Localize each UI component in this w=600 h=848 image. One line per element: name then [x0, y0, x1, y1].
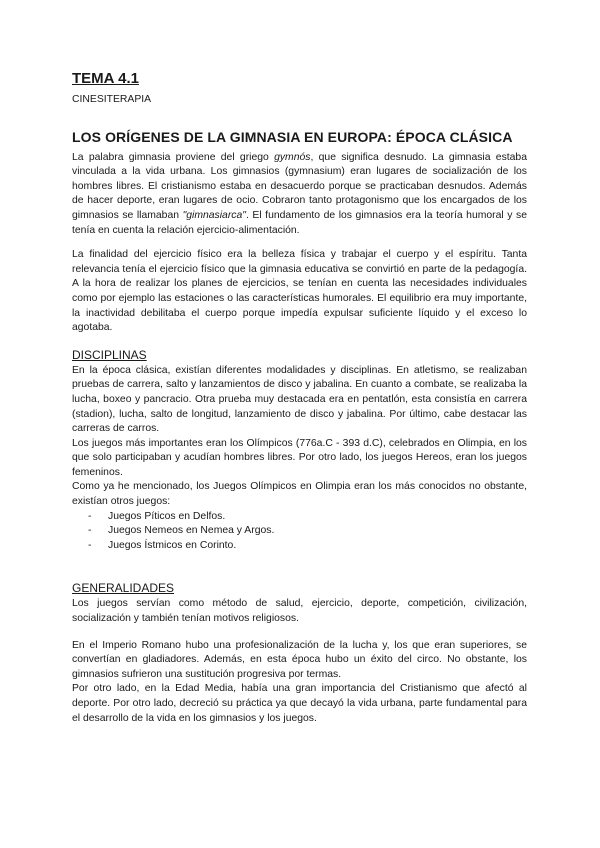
- intro-p1-text-c: . El fundamento de los gimnasios era la teoría humoral y se tenía en cuenta la relación ejercicio-alimentación.: [72, 209, 527, 236]
- intro-paragraph-1: [72, 151, 527, 239]
- intro-p1-text-b: , que significa desnudo. La gimnasia estaba vinculada a la vida urbana. Los gimnasios (gymnasium) eran lugares de socialización de los hombres libres. El cristianismo estaba en desacuerdo porque se practicaban desnudos. Además de hacer deporte, eran lugares de ocio. Cobraron tanto protagonismo que los encargados de los gimnasios se llamaban: [72, 151, 527, 221]
- intro-p1-italic-gimnasiarca: "gimnasiarca": [182, 209, 246, 221]
- document-title: TEMA 4.1: [72, 70, 139, 87]
- list-item: - Juegos Nemeos en Nemea y Argos.: [88, 524, 527, 539]
- intro-p1-italic-gymnos: gymnós: [274, 151, 311, 163]
- disciplinas-paragraph-1: En la época clásica, existían diferentes modalidades y disciplinas. En atletismo, se realizaban pruebas de carrera, salto y lanzamientos de disco y jabalina. En cuanto a combate, se realizaba la lucha, boxeo y pancracio. Otra prueba muy destacada era en pentatlón, esta consistía en carrera (stadion), lucha, salto de longitud, lanzamiento de disco y jabalina. Por último, cabe destacar las carreras de carros.: [72, 364, 527, 435]
- list-item: - Juegos Ístmicos en Corinto.: [88, 539, 527, 554]
- intro-p1-text-a: La palabra gimnasia proviene del griego: [72, 151, 275, 163]
- list-item: - Juegos Píticos en Delfos.: [88, 510, 527, 525]
- juegos-list: [72, 510, 527, 554]
- main-heading: LOS ORÍGENES DE LA GIMNASIA EN EUROPA: ÉPOCA CLÁSICA: [72, 128, 513, 145]
- generalidades-paragraph-1: Los juegos servían como método de salud, ejercicio, deporte, competición, civilización, socialización y también tenían motivos religiosos.: [72, 598, 527, 625]
- generalidades-paragraph-2: En el Imperio Romano hubo una profesionalización de la lucha y, los que eran superiores, se convertían en gladiadores. Además, en esta época hubo un éxito del circo. No obstante, los gimnasios sufrieron una sustitución progresiva por termas.: [72, 639, 527, 680]
- document-subtitle: CINESITERAPIA: [72, 94, 152, 105]
- document-page: [72, 70, 527, 726]
- section-heading-generalidades: GENERALIDADES: [72, 581, 175, 596]
- section-heading-disciplinas: DISCIPLINAS: [72, 347, 147, 362]
- intro-paragraph-2: La finalidad del ejercicio físico era la belleza física y trabajar el cuerpo y el espíritu. Tanta relevancia tenía el ejercicio físico que la gimnasia educativa se convirtió en parte de la pedagogía. A la hora de realizar los planes de ejercicios, se tenían en cuenta las necesidades individuales como por ejemplo las estaciones o las características humorales. El equilibrio era muy importante, la inactividad debilitaba el cuerpo porque impedía expulsar suficiente líquido y el exceso lo agotaba.: [72, 249, 527, 334]
- disciplinas-paragraph-3: Como ya he mencionado, los Juegos Olímpicos en Olimpia eran los más conocidos no obstante, existían otros juegos:: [72, 481, 527, 508]
- generalidades-paragraph-3: Por otro lado, en la Edad Media, había una gran importancia del Cristianismo que afectó al deporte. Por otro lado, decreció su práctica ya que decayó la vida urbana, parte fundamental para el desarrollo de la vida en los gimnasios y los juegos.: [72, 683, 527, 724]
- disciplinas-paragraph-2: Los juegos más importantes eran los Olímpicos (776a.C - 393 d.C), celebrados en Olimpia, en los que solo participaban y acudían hombres libres. Por otro lado, los juegos Hereos, eran los juegos femeninos.: [72, 437, 527, 478]
